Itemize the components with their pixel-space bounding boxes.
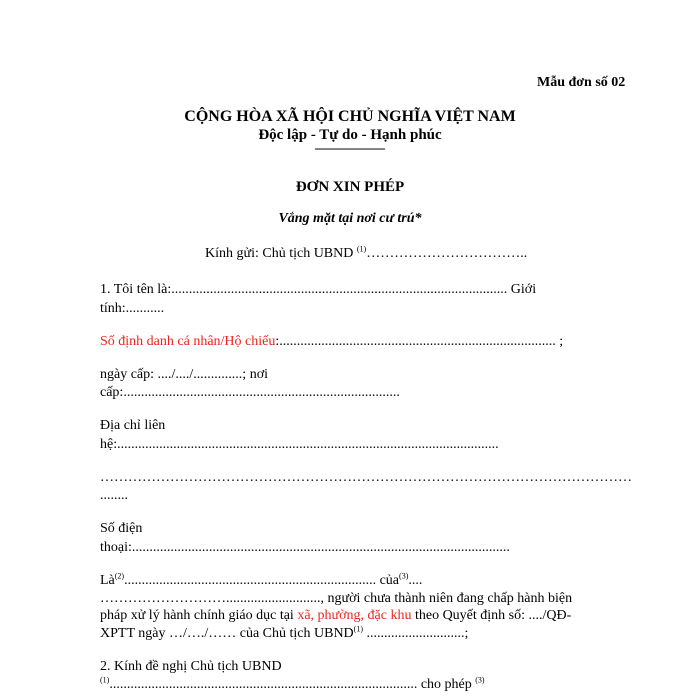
relation-footnote-3: (3)	[399, 571, 409, 581]
id-line	[100, 334, 563, 350]
name-line-1: 1. Tôi tên là:................................................................................................ Giới	[100, 282, 537, 297]
request-footnote-3: (3)	[475, 675, 485, 685]
relation-line-3-end: theo Quyết định số: ..../QĐ-	[411, 608, 572, 623]
issue-line-1: ngày cấp: ..../..../..............; nơi	[100, 367, 268, 382]
relation-line-4-start: XPTT ngày …/…./…… của Chủ tịch UBND	[100, 626, 354, 641]
form-number: Mẫu đơn số 02	[537, 75, 626, 90]
relation-footnote-2: (2)	[114, 571, 125, 581]
document-subtitle: Vắng mặt tại nơi cư trú*	[278, 211, 422, 226]
relation-line-3	[100, 608, 571, 624]
addressee-prefix: Kính gửi: Chủ tịch UBND	[205, 246, 354, 261]
relation-line-4-footnote: (1)	[353, 624, 363, 634]
relation-line-4-end: ............................;	[363, 626, 469, 641]
address-line-3: ……………………………………………………………………………………………………	[100, 470, 632, 485]
document-title: ĐƠN XIN PHÉP	[295, 179, 405, 195]
id-dots: :............................................................................... ;	[275, 334, 564, 349]
name-line-2: tính:...........	[100, 301, 165, 316]
relation-dots: ........................................................................ của	[124, 573, 400, 588]
relation-line-3-highlight: xã, phường, đặc khu	[297, 608, 412, 623]
request-dots: ........................................................................................ cho phép	[109, 677, 472, 692]
country-name: CỘNG HÒA XÃ HỘI CHỦ NGHĨA VIỆT NAM	[184, 108, 516, 125]
id-label: Số định danh cá nhân/Hộ chiếu	[100, 334, 276, 349]
addressee-dots: ……………………………..	[366, 246, 528, 261]
request-line-1: 2. Kính đề nghị Chủ tịch UBND	[100, 659, 282, 674]
address-line-1: Địa chỉ liên	[100, 418, 166, 433]
relation-line-3-start: pháp xử lý hành chính giáo dục tại	[100, 608, 298, 623]
relation-line-1	[100, 573, 422, 589]
relation-line-2: ………………………..........................., người chưa thành niên đang chấp hành biện	[100, 591, 573, 606]
relation-la: Là	[100, 573, 115, 588]
request-line-2	[100, 677, 485, 693]
header-divider: —————	[315, 141, 385, 156]
address-line-4: ........	[100, 488, 128, 503]
issue-line-2: cấp:...............................................................................	[100, 385, 400, 400]
phone-line-1: Số điện	[100, 521, 143, 536]
phone-line-2: thoại:............................................................................................................	[100, 540, 510, 555]
addressee-footnote-ref: (1)	[356, 244, 367, 254]
relation-line-4	[100, 626, 468, 642]
request-footnote-1: (1)	[100, 675, 110, 685]
addressee-line	[205, 246, 527, 262]
address-line-2: hệ:.............................................................................................................	[100, 437, 499, 452]
relation-tail: ....	[408, 573, 423, 588]
national-motto: Độc lập - Tự do - Hạnh phúc	[258, 127, 442, 143]
